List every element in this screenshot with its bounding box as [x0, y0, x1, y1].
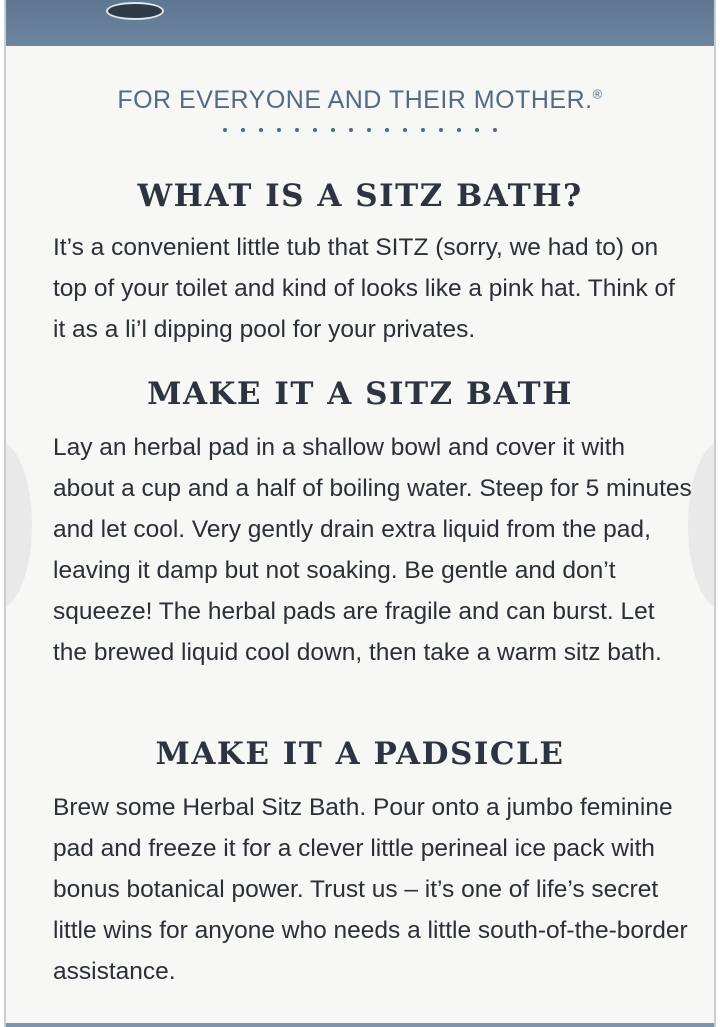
section-body-sitz-bath: Lay an herbal pad in a shallow bowl and cover it with about a cup and a half of boiling water. Steep for 5 minutes and let cool. Very gently drain extra liquid from the pad, leaving it damp but not soaking. Be gentle and don’t squeeze! The herbal pads are fragile and can burst. Let the brewed liquid cool down, then take a warm sitz bath.	[53, 434, 692, 666]
section-body-padsicle: Brew some Herbal Sitz Bath. Pour onto a jumbo feminine pad and freeze it for a clever little perineal ice pack with bonus botanical power. Trust us – it’s one of life’s secret little wins for anyone who needs a little south-of-the-border assistance.	[53, 794, 688, 985]
bottom-band	[6, 1023, 714, 1027]
section-body-what-is: It’s a convenient little tub that SITZ (sorry, we had to) on top of your toilet and kind of looks like a pink hat. Think of it as a li’l dipping pool for your privates.	[53, 234, 675, 343]
tagline: FOR EVERYONE AND THEIR MOTHER.®	[117, 86, 603, 114]
section-heading-sitz-bath: MAKE IT A SITZ BATH	[147, 376, 573, 412]
section-heading-padsicle: MAKE IT A PADSICLE	[155, 736, 565, 772]
top-band	[6, 0, 714, 46]
dotted-divider	[6, 128, 714, 132]
brand-logo-icon	[106, 2, 164, 20]
section-heading-what-is: WHAT IS A SITZ BATH?	[137, 178, 583, 214]
package-panel	[4, 0, 716, 1027]
left-edge-bump	[4, 440, 32, 610]
